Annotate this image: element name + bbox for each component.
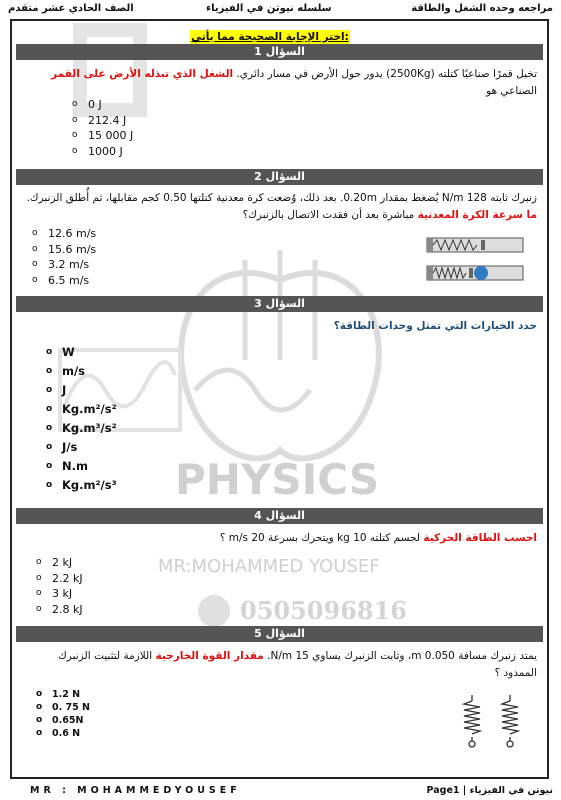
question-1-text: تخيل قمرًا صناعيًا كتلته (2500Kg) يدور حول الأرض في مسار دائري. الشغل الذي تبذله الأرض على القمر الصناعي هو: [51, 68, 537, 97]
question-4-text: احسب الطاقة الحركية لجسم كتلته 10 kg ويتحرك بسرعة 20 m/s ؟: [219, 532, 537, 544]
question-2-title: السؤال 2: [16, 169, 543, 185]
question-3-options: [44, 343, 117, 495]
option[interactable]: o 15 000 J: [70, 128, 133, 144]
footer-author: MR : MOHAMMEDYOUSEF: [30, 785, 241, 796]
option[interactable]: o 3 kJ: [34, 586, 83, 602]
option[interactable]: o 0.65N: [34, 714, 90, 727]
option[interactable]: o 0.6 N: [34, 727, 90, 740]
option[interactable]: o 15.6 m/s: [30, 242, 96, 258]
option[interactable]: o 1.2 N: [34, 688, 90, 701]
header-grade: الصف الحادي عشر متقدم: [8, 3, 134, 14]
option[interactable]: o Kg.m²/s³: [44, 476, 117, 495]
option[interactable]: o 12.6 m/s: [30, 226, 96, 242]
question-3-title: السؤال 3: [16, 296, 543, 312]
option[interactable]: o Kg.m³/s²: [44, 419, 117, 438]
question-2-options: [30, 226, 96, 288]
option[interactable]: o 1000 J: [70, 144, 133, 160]
option[interactable]: o J/s: [44, 438, 117, 457]
option[interactable]: o m/s: [44, 362, 117, 381]
question-3-text: حدد الخيارات التي تمثل وحدات الطاقة؟: [333, 320, 537, 332]
header-chapter: مراجعه وحده الشغل والطاقة: [411, 3, 553, 14]
question-4-title: السؤال 4: [16, 508, 543, 524]
question-2-text: زنبرك ثابته 128 N/m يُضغط بمقدار 0.20m. بعد ذلك، وُضعت كرة معدنية كتلتها 0.50 كجم مقابلها، ثم أُطلق الزنبرك. ما سرعة الكرة المعدنية مباشرة بعد أن فقدت الاتصال بالزنبرك؟: [26, 192, 537, 221]
option[interactable]: o 0. 75 N: [34, 701, 90, 714]
question-1-title: السؤال 1: [16, 44, 543, 60]
option[interactable]: o 6.5 m/s: [30, 273, 96, 289]
spring-ball-diagram: [425, 234, 525, 288]
footer-page: Page1 | نيوتن في الفيزياء: [426, 785, 553, 796]
question-5-options: [34, 688, 90, 740]
option[interactable]: o 2.2 kJ: [34, 571, 83, 587]
question-1-options: [70, 97, 133, 159]
springs-diagram: [458, 693, 528, 751]
option[interactable]: o 0 J: [70, 97, 133, 113]
option[interactable]: o 2 kJ: [34, 555, 83, 571]
option[interactable]: o 212.4 J: [70, 113, 133, 129]
watermark-teacher: MR:MOHAMMED YOUSEF: [158, 556, 380, 577]
question-4-options: [34, 555, 83, 617]
option[interactable]: o 3.2 m/s: [30, 257, 96, 273]
watermark-physics: PHYSICS: [175, 455, 380, 504]
option[interactable]: o J: [44, 381, 117, 400]
page-header: [8, 3, 553, 19]
option[interactable]: o Kg.m²/s²: [44, 400, 117, 419]
watermark-phone: 0505096816: [240, 596, 407, 625]
header-series: سلسله نيوتن في الفيزياء: [206, 3, 332, 14]
option[interactable]: o N.m: [44, 457, 117, 476]
option[interactable]: o 2.8 kJ: [34, 602, 83, 618]
instruction-heading: اختر الإجابة الصحيحة مما يأتي:: [191, 31, 349, 43]
question-5-text: يمتد زنبرك مسافة 0.050 m، وثابت الزنبرك يساوي 15 N/m. مقدار القوة الخارجية اللازمة لتثبيت الزنبرك الممدود ؟: [58, 650, 537, 679]
question-5-title: السؤال 5: [16, 626, 543, 642]
page-footer: [8, 785, 553, 799]
option[interactable]: o W: [44, 343, 117, 362]
